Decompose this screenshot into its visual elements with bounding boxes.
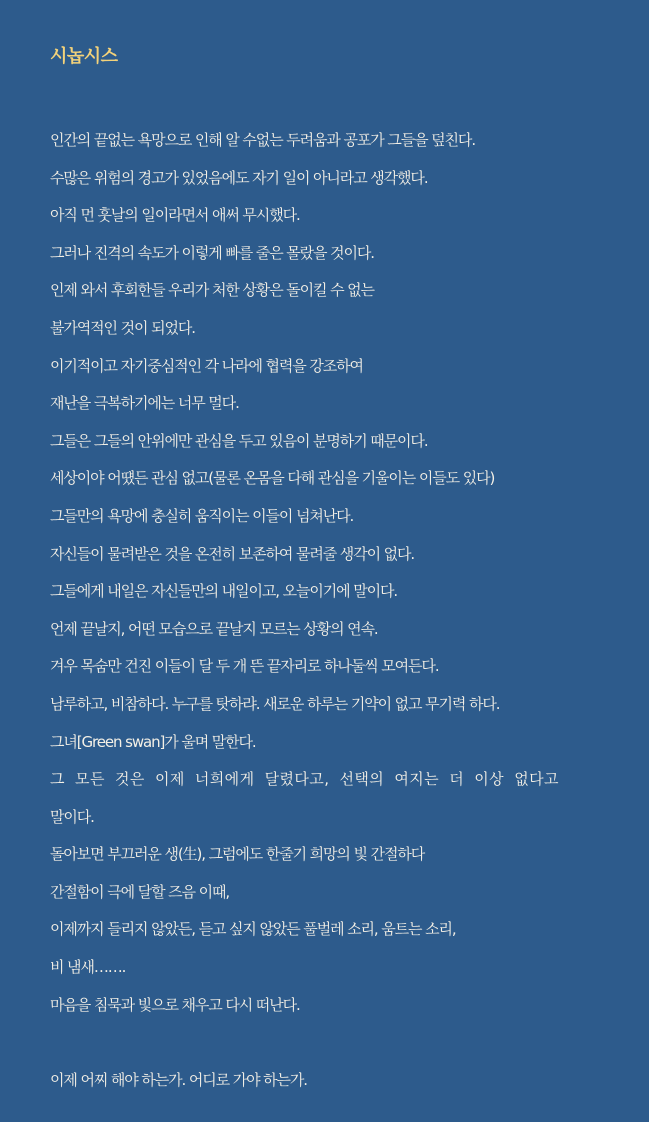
synopsis-line: 인간의 끝없는 욕망으로 인해 알 수없는 두려움과 공포가 그들을 덮친다. [50,131,475,149]
synopsis-line: 말이다. [50,807,94,826]
synopsis-line: 그녀[Green swan]가 울며 말한다. [50,732,256,751]
synopsis-body [50,122,619,1099]
synopsis-line: 비 냄새……. [50,958,126,977]
synopsis-line: 마음을 침묵과 빛으로 채우고 다시 떠난다. [50,995,300,1014]
synopsis-line: 언제 끝날지, 어떤 모습으로 끝날지 모르는 상황의 연속. [50,619,378,638]
synopsis-line: 이제 어찌 해야 하는가. 어디로 가야 하는가. [50,1070,307,1089]
synopsis-line: 그들에게 내일은 자신들만의 내일이고, 오늘이기에 말이다. [50,582,398,601]
synopsis-line: 아직 먼 훗날의 일이라면서 애써 무시했다. [50,206,300,225]
synopsis-blank-line [50,1024,619,1062]
synopsis-line: 불가역적인 것이 되었다. [50,318,195,337]
synopsis-line: 돌아보면 부끄러운 생(生), 그럼에도 한줄기 희망의 빛 간절하다 [50,845,425,864]
synopsis-line: 그 모든 것은 이제 너희에게 달렸다고, 선택의 여지는 더 이상 없다고 [50,770,559,789]
synopsis-line: 이기적이고 자기중심적인 각 나라에 협력을 강조하여 [50,356,363,375]
synopsis-line: 자신들이 물려받은 것을 온전히 보존하여 물려줄 생각이 없다. [50,544,415,563]
synopsis-line: 인제 와서 후회한들 우리가 처한 상황은 돌이킬 수 없는 [50,281,374,300]
synopsis-line: 세상이야 어떘든 관심 없고(물론 온몸을 다해 관심을 기울이는 이들도 있다) [50,469,495,488]
synopsis-line: 이제까지 들리지 않았든, 듣고 싶지 않았든 풀벌레 소리, 움트는 소리, [50,920,456,939]
synopsis-line: 남루하고, 비참하다. 누구를 탓하랴. 새로운 하루는 기약이 없고 무기력 하다. [50,694,500,713]
synopsis-title: 시놉시스 [50,46,118,67]
synopsis-line: 간절함이 극에 달할 즈음 이때, [50,882,230,901]
synopsis-line: 그러나 진격의 속도가 이렇게 빠를 줄은 몰랐을 것이다. [50,243,374,262]
synopsis-line: 재난을 극복하기에는 너무 멀다. [50,394,239,413]
synopsis-line: 그들만의 욕망에 충실히 움직이는 이들이 넘쳐난다. [50,506,354,525]
synopsis-line: 겨우 목숨만 건진 이들이 달 두 개 뜬 끝자리로 하나둘씩 모여든다. [50,657,439,676]
synopsis-line: 그들은 그들의 안위에만 관심을 두고 있음이 분명하기 때문이다. [50,431,428,450]
synopsis-line: 수많은 위험의 경고가 있었음에도 자기 일이 아니라고 생각했다. [50,168,428,187]
